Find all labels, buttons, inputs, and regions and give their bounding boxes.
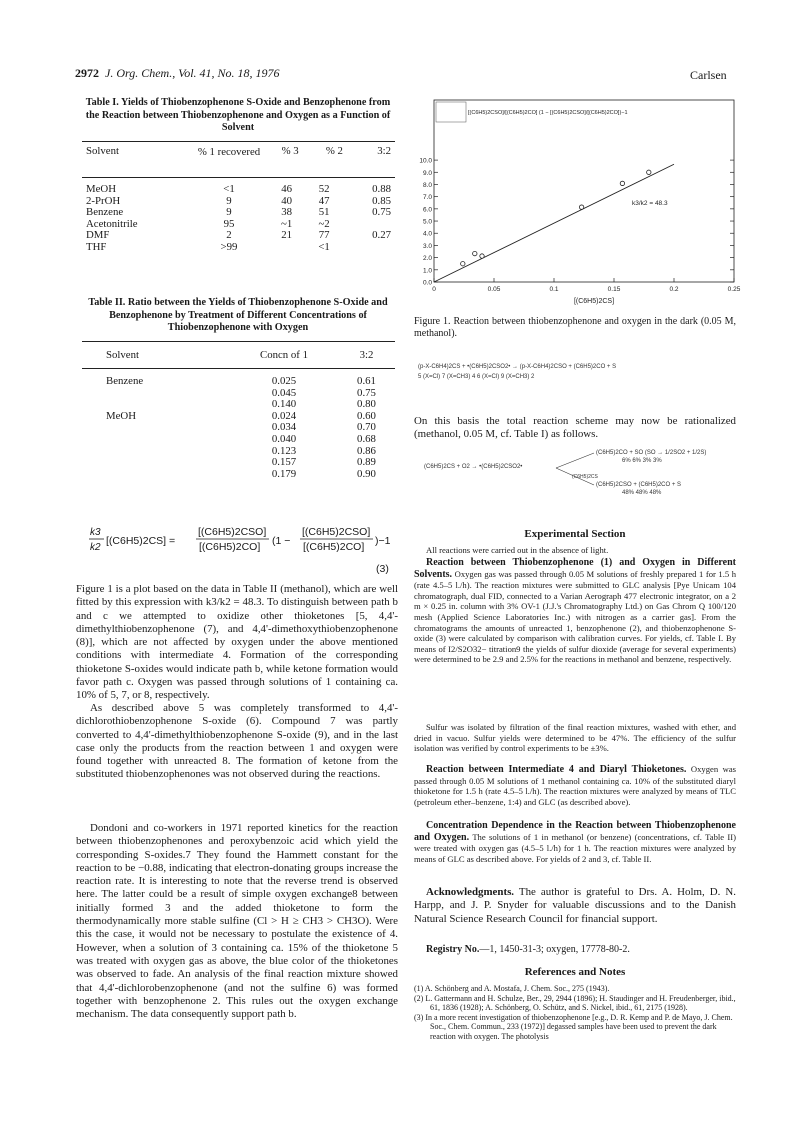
table-cell bbox=[82, 469, 230, 481]
table-row bbox=[82, 388, 395, 400]
table-cell: 2-PrOH bbox=[86, 194, 121, 207]
experimental-intro: All reactions were carried out in the absence of light. bbox=[426, 545, 609, 555]
table2-header-concn: Concn of 1 bbox=[260, 349, 308, 361]
table2 bbox=[82, 350, 395, 362]
table1 bbox=[82, 146, 395, 158]
table-cell: 0.68 bbox=[357, 432, 376, 445]
experimental-heading-1: Reaction between Thiobenzophenone (1) and Oxygen in Different Solvents. bbox=[414, 557, 736, 580]
reference-item: (2) L. Gattermann and H. Schulze, Ber., 29, 2944 (1896); H. Staudinger and H. Freudenberger, ibid., 61, 1836 (1928); A. Schönberg, O. Schütz, and S. Nickel, ibid., 61, 2175 (1928). bbox=[414, 993, 736, 1013]
data-point bbox=[620, 181, 624, 185]
experimental-text-1: Oxygen gas was passed through 0.05 M solutions of freshly prepared 1 for 1.5 h (rate 4.5–5 l./h). The reaction mixtures were submitted to GLC analysis [Pye Unicam 104 chromatograph, dual FID, connected to a Varian Aerograph 477 electronic integrator, on a 2 m × 0.25 in. column with 3% OV-1 (J.J.'s Chromatography Ltd.) on Gas Chrom Q 100/120 mesh (Applied Science Laboratories Inc.) with nitrogen as a carrier gas]. From the chromatograms the amounts of unreacted 1, benzophenone (2), and thiobenzophenone S-oxide (3) were calculated by comparison with calibration curves. For yields, cf. Table I. By means of I2/S2O32− titration9 the yields of sulfur dioxide (average for several experiments) were determined to be 2.9 and 2.5% for the reactions in methanol and benzene, respectively. bbox=[414, 568, 736, 665]
table-cell: 0.034 bbox=[271, 421, 297, 434]
table-cell: THF bbox=[86, 240, 107, 253]
reference-item: (1) A. Schönberg and A. Mostafa, J. Chem. Soc., 275 (1943). bbox=[414, 984, 610, 993]
x-tick-label: 0.25 bbox=[727, 286, 741, 293]
table-cell: ~1 bbox=[280, 217, 293, 230]
y-tick-label: 0.0 bbox=[422, 279, 432, 287]
eq-number: (3) bbox=[376, 563, 389, 575]
eq-k3: k3 bbox=[90, 527, 101, 538]
y-label-box bbox=[436, 102, 466, 122]
table-cell: 46 bbox=[281, 183, 293, 195]
equation-3-graphic bbox=[86, 522, 396, 578]
x-tick-label: 0.2 bbox=[669, 286, 679, 293]
table-cell: 51 bbox=[318, 206, 330, 219]
y-tick-label: 9.0 bbox=[422, 169, 432, 177]
registry-heading: Registry No. bbox=[426, 944, 480, 955]
table-cell: 0.86 bbox=[357, 444, 376, 457]
scheme-1-labels: 5 (X=Cl) 7 (X=CH3) 4 6 (X=Cl) 9 (X=CH3) 2 bbox=[418, 374, 535, 380]
table-cell: 0.123 bbox=[271, 444, 297, 457]
data-point bbox=[480, 254, 484, 258]
table1-header-2: % 2 bbox=[325, 145, 343, 158]
x-tick-label: 0 bbox=[432, 286, 436, 293]
scheme-2-start: (C6H5)2CS + O2 → •(C6H5)2CSO2• bbox=[424, 464, 523, 470]
table-row bbox=[82, 230, 395, 242]
y-tick-label: 4.0 bbox=[422, 230, 432, 238]
journal-citation: J. Org. Chem., Vol. 41, No. 18, 1976 bbox=[105, 66, 280, 80]
acknowledgments-heading: Acknowledgments. bbox=[426, 886, 515, 898]
table-cell: Benzene bbox=[106, 375, 144, 387]
table-cell: >99 bbox=[220, 240, 238, 253]
table-cell: <1 bbox=[223, 183, 235, 195]
acknowledgments-text: The author is grateful to Drs. A. Holm, D. N. Harpp, and J. P. Snyder for valuable discussions and to the Danish Natural Science Research Council for financial support. bbox=[414, 886, 737, 925]
plot-frame bbox=[434, 100, 734, 282]
references-title: References and Notes bbox=[524, 966, 626, 978]
table1-caption: Table I. Yields of Thiobenzophenone S-Oxide and Benzophenone from the Reaction between Thiobenzophenone and Oxygen as a Function of Solvent bbox=[85, 97, 391, 133]
eq-paren-close: )−1 bbox=[375, 535, 391, 547]
table1-header-ratio: 3:2 bbox=[377, 145, 391, 158]
scheme-2-branch-bottom-yields: 48% 48% 48% bbox=[622, 490, 662, 496]
eq-lhs: [(C6H5)2CS] = bbox=[106, 535, 176, 547]
scheme-intro-text: On this basis the total reaction scheme may now be rationalized (methanol, 0.05 M, cf. Table I) as follows. bbox=[414, 415, 736, 441]
x-tick-label: 0.1 bbox=[549, 286, 559, 293]
data-point bbox=[647, 170, 651, 174]
table-cell: 0.045 bbox=[271, 386, 297, 399]
table-cell: 21 bbox=[281, 229, 293, 242]
table-cell: DMF bbox=[86, 229, 110, 242]
reaction-scheme-1 bbox=[418, 364, 738, 380]
table-row bbox=[82, 469, 395, 481]
body-paragraph-2: As described above 5 was completely transformed to 4,4'-dichlorothiobenzophenone S-oxide (6). Compound 7 was partly converted to 4,4'-dimethylthiobenzophenone S-oxide (9), and in the last case only the products from the reaction between 1 and oxygen were found together with unreacted 8. The formation of ketone from the substituted thiobenzophenones was not observed during the reactions. bbox=[76, 702, 398, 781]
table-cell: 40 bbox=[281, 194, 293, 207]
table-cell: 95 bbox=[223, 217, 235, 230]
table-cell bbox=[82, 457, 230, 469]
slope-annotation: k3/k2 = 48.3 bbox=[632, 200, 668, 208]
eq-frac1-num: [(C6H5)2CSO] bbox=[198, 526, 267, 538]
table-cell: 0.75 bbox=[372, 206, 391, 219]
eq-paren-open: (1 − bbox=[272, 535, 291, 547]
y-tick-label: 3.0 bbox=[422, 242, 432, 250]
experimental-text-4: The solutions of 1 in methanol (or benzene) (concentrations, cf. Table II) were treated with oxygen gas (4.5–5 l./h) for 1 h. The reaction mixtures were analyzed by means of GLC as described above. For yields of 2 and 3, cf. Table II. bbox=[414, 831, 736, 864]
eq-k2: k2 bbox=[90, 542, 101, 553]
table-cell bbox=[343, 242, 395, 254]
table-cell bbox=[82, 434, 230, 446]
table-cell bbox=[82, 446, 230, 458]
table-cell: 0.85 bbox=[372, 194, 391, 207]
reaction-scheme-2 bbox=[424, 448, 740, 500]
y-tick-label: 8.0 bbox=[422, 181, 432, 189]
table-row bbox=[82, 184, 395, 196]
table1-header-3: % 3 bbox=[281, 145, 299, 158]
table-row bbox=[82, 446, 395, 458]
table-cell: 0.024 bbox=[271, 409, 297, 422]
data-point bbox=[461, 262, 465, 266]
eq-frac2-num: [(C6H5)2CSO] bbox=[302, 526, 371, 538]
table-cell: 0.75 bbox=[357, 386, 376, 399]
scheme-2-branch-top: (C6H5)2CO + SO (SO → 1/2SO2 + 1/2S) bbox=[596, 450, 707, 456]
table-cell: 38 bbox=[281, 206, 293, 219]
experimental-title: Experimental Section bbox=[524, 528, 626, 540]
table-cell: Acetonitrile bbox=[86, 217, 138, 230]
body-paragraph-3: Dondoni and co-workers in 1971 reported kinetics for the reaction between thiobenzophenones and peroxybenzoic acid which yield the corresponding S-oxides.7 They found the Hammett constant for the reaction to be −0.88, indicating that electron-donating groups increase the reaction rate. It is interesting to note that the reverse trend is observed here. The latter could be a result of simple oxygen exchange8 between initially formed 3 and the added thioketone to form the thermodynamically more stable sulfine (Cl > H ≥ CH3 > CH3O). Were this the case, it would not be necessary to postulate the existence of 4. However, when a solution of 3 containing ca. 15% of the thioketone 5 was treated with oxygen gas as above, the blue color of the thioketones was observed to fade. An analysis of the final reaction mixture showed that 4,4'-dichlorobenzophenone (and not the sulfine 6) was formed together with benzophenone 2. This rules out the oxygen exchange mechanism. The data consequently support path b. bbox=[76, 822, 398, 1021]
eq-frac2-den: [(C6H5)2CO] bbox=[303, 541, 365, 553]
acknowledgments bbox=[414, 886, 736, 926]
figure-1-caption: Figure 1. Reaction between thiobenzophenone and oxygen in the dark (0.05 M, methanol). bbox=[414, 316, 736, 339]
table-cell bbox=[82, 399, 230, 411]
eq-frac1-den: [(C6H5)2CO] bbox=[199, 541, 261, 553]
table2-caption: Table II. Ratio between the Yields of Thiobenzophenone S-Oxide and Benzophenone by Treatment of Different Concentrations of Thiobenzophenone with Oxygen bbox=[88, 297, 388, 333]
table-cell: 9 bbox=[226, 206, 232, 219]
table-cell bbox=[82, 422, 230, 434]
scheme-2-branch-label: (C6H5)2CS bbox=[572, 474, 598, 480]
table-row bbox=[82, 376, 395, 388]
experimental-heading-3: Concentration Dependence in the Reaction between Thiobenzophenone and Oxygen. bbox=[414, 820, 736, 843]
experimental-heading-2: Reaction between Intermediate 4 and Diaryl Thioketones. bbox=[426, 764, 687, 775]
experimental-text-3: Oxygen was passed through 0.05 M solutions of 1 methanol containing ca. 10% of the substituted diaryl thioketone for 1.5 h (rate 4.5–5 l./h). The reaction mixtures were analyzed by means of TLC (petroleum ether–benzene, 1:4) and GLC (as described above). bbox=[414, 764, 736, 807]
table-cell: 0.157 bbox=[271, 456, 297, 469]
experimental-paragraph-1 bbox=[414, 557, 736, 665]
table-cell: 0.70 bbox=[357, 421, 376, 434]
table-cell: Benzene bbox=[86, 206, 124, 219]
figure-1-chart bbox=[412, 92, 742, 317]
scheme-2-branch-arrows bbox=[554, 448, 598, 498]
references-list bbox=[414, 984, 736, 1042]
table-cell: 0.61 bbox=[357, 375, 376, 387]
table-cell: MeOH bbox=[86, 183, 116, 195]
y-tick-label: 1.0 bbox=[422, 267, 432, 275]
table-cell: 9 bbox=[226, 194, 232, 207]
table-cell: 2 bbox=[226, 229, 232, 242]
table2-header-solvent: Solvent bbox=[106, 349, 139, 361]
table-row bbox=[82, 242, 395, 254]
table2-header-ratio: 3:2 bbox=[359, 349, 374, 361]
y-tick-label: 5.0 bbox=[422, 218, 432, 226]
table1-body bbox=[82, 184, 395, 254]
data-point bbox=[579, 205, 583, 209]
x-axis-label: [(C6H5)2CS] bbox=[573, 298, 615, 305]
table-cell: 0.60 bbox=[357, 409, 376, 422]
table1-header-solvent: Solvent bbox=[86, 145, 119, 158]
scheme-1-equation: (p-X-C6H4)2CS + •(C6H5)2CSO2• → (p-X-C6H4)2CSO + (C6H5)2CO + S bbox=[418, 364, 617, 370]
table-cell bbox=[82, 388, 230, 400]
equation-3 bbox=[86, 522, 396, 578]
table-cell: ~2 bbox=[318, 217, 330, 230]
registry-numbers bbox=[414, 943, 736, 956]
table-cell: <1 bbox=[318, 240, 330, 253]
scheme-2-branch-top-yields: 6% 6% 3% 3% bbox=[622, 458, 662, 464]
table-row bbox=[82, 422, 395, 434]
page-header-left bbox=[75, 66, 280, 81]
experimental-paragraph-3 bbox=[414, 764, 736, 807]
y-tick-label: 2.0 bbox=[422, 255, 432, 263]
table-cell bbox=[268, 242, 305, 254]
table-row bbox=[82, 457, 395, 469]
table-row bbox=[82, 196, 395, 208]
fit-line bbox=[434, 164, 674, 282]
table-cell: 0.179 bbox=[271, 467, 297, 480]
table-cell: 47 bbox=[318, 194, 330, 207]
y-axis-label: [(C6H5)2CSO]/[(C6H5)2CO] (1 − [(C6H5)2CSO]/[(C6H5)2CO])−1 bbox=[468, 110, 628, 116]
table-cell: 0.040 bbox=[271, 432, 297, 445]
table-cell: 0.140 bbox=[271, 398, 297, 411]
table2-body bbox=[82, 376, 395, 480]
figure-1 bbox=[412, 92, 742, 317]
table-cell: MeOH bbox=[106, 409, 136, 422]
table-cell: 52 bbox=[318, 183, 330, 195]
data-point bbox=[473, 251, 477, 255]
experimental-paragraph-4 bbox=[414, 820, 736, 864]
table-row bbox=[82, 411, 395, 423]
x-tick-label: 0.15 bbox=[607, 286, 621, 293]
y-tick-label: 6.0 bbox=[422, 206, 432, 214]
table-cell: 0.90 bbox=[357, 467, 376, 480]
author-name: Carlsen bbox=[690, 68, 727, 82]
table-cell: 0.025 bbox=[271, 375, 297, 387]
y-tick-label: 10.0 bbox=[419, 157, 432, 165]
y-tick-label: 7.0 bbox=[422, 194, 432, 202]
scheme-2-branch-bottom: (C6H5)2CSO + (C6H5)2CO + S bbox=[596, 482, 682, 488]
table-cell: 0.88 bbox=[372, 183, 391, 195]
table-row bbox=[82, 219, 395, 231]
table-cell: 0.89 bbox=[357, 456, 376, 469]
table-cell: 77 bbox=[318, 229, 330, 242]
table-row bbox=[82, 434, 395, 446]
page-number: 2972 bbox=[75, 66, 99, 80]
table-cell: 0.80 bbox=[357, 398, 376, 411]
body-paragraph-1: Figure 1 is a plot based on the data in Table II (methanol), which are well fitted by this expression with k3/k2 = 48.3. To distinguish between path b and c we attempted to oxidize other thioketones [5, 4,4'-dimethylthiobenzophenone (7), and 4,4'-dimethoxythiobenzophenone (8)], which are not affected by oxygen under the above mentioned conditions with intermediate 4. Formation of the corresponding thioketone S-oxides would indicate path b, while ketone formation would favor path c. Oxygen was passed through solutions of 1 containing ca. 10% of 5, 7, or 8, respectively. bbox=[76, 583, 398, 702]
table1-header-recovered: % 1 recovered bbox=[197, 146, 261, 158]
registry-text: —1, 1450-31-3; oxygen, 17778-80-2. bbox=[479, 944, 630, 955]
x-tick-label: 0.05 bbox=[487, 286, 501, 293]
reference-item: (3) In a more recent investigation of thiobenzophenone [e.g., D. R. Kemp and P. de Mayo, J. Chem. Soc., Chem. Commun., 233 (1972)] degassed samples have been used to prevent the dark reaction with oxygen. The photolysis bbox=[414, 1012, 733, 1041]
table-cell: 0.27 bbox=[372, 229, 391, 242]
experimental-paragraph-2: Sulfur was isolated by filtration of the final reaction mixtures, washed with ether, and dried in vacuo. Sulfur yields were determined to be 47%. The efficiency of the sulfur isolation was verified by control experiments to be ±3%. bbox=[414, 722, 736, 754]
